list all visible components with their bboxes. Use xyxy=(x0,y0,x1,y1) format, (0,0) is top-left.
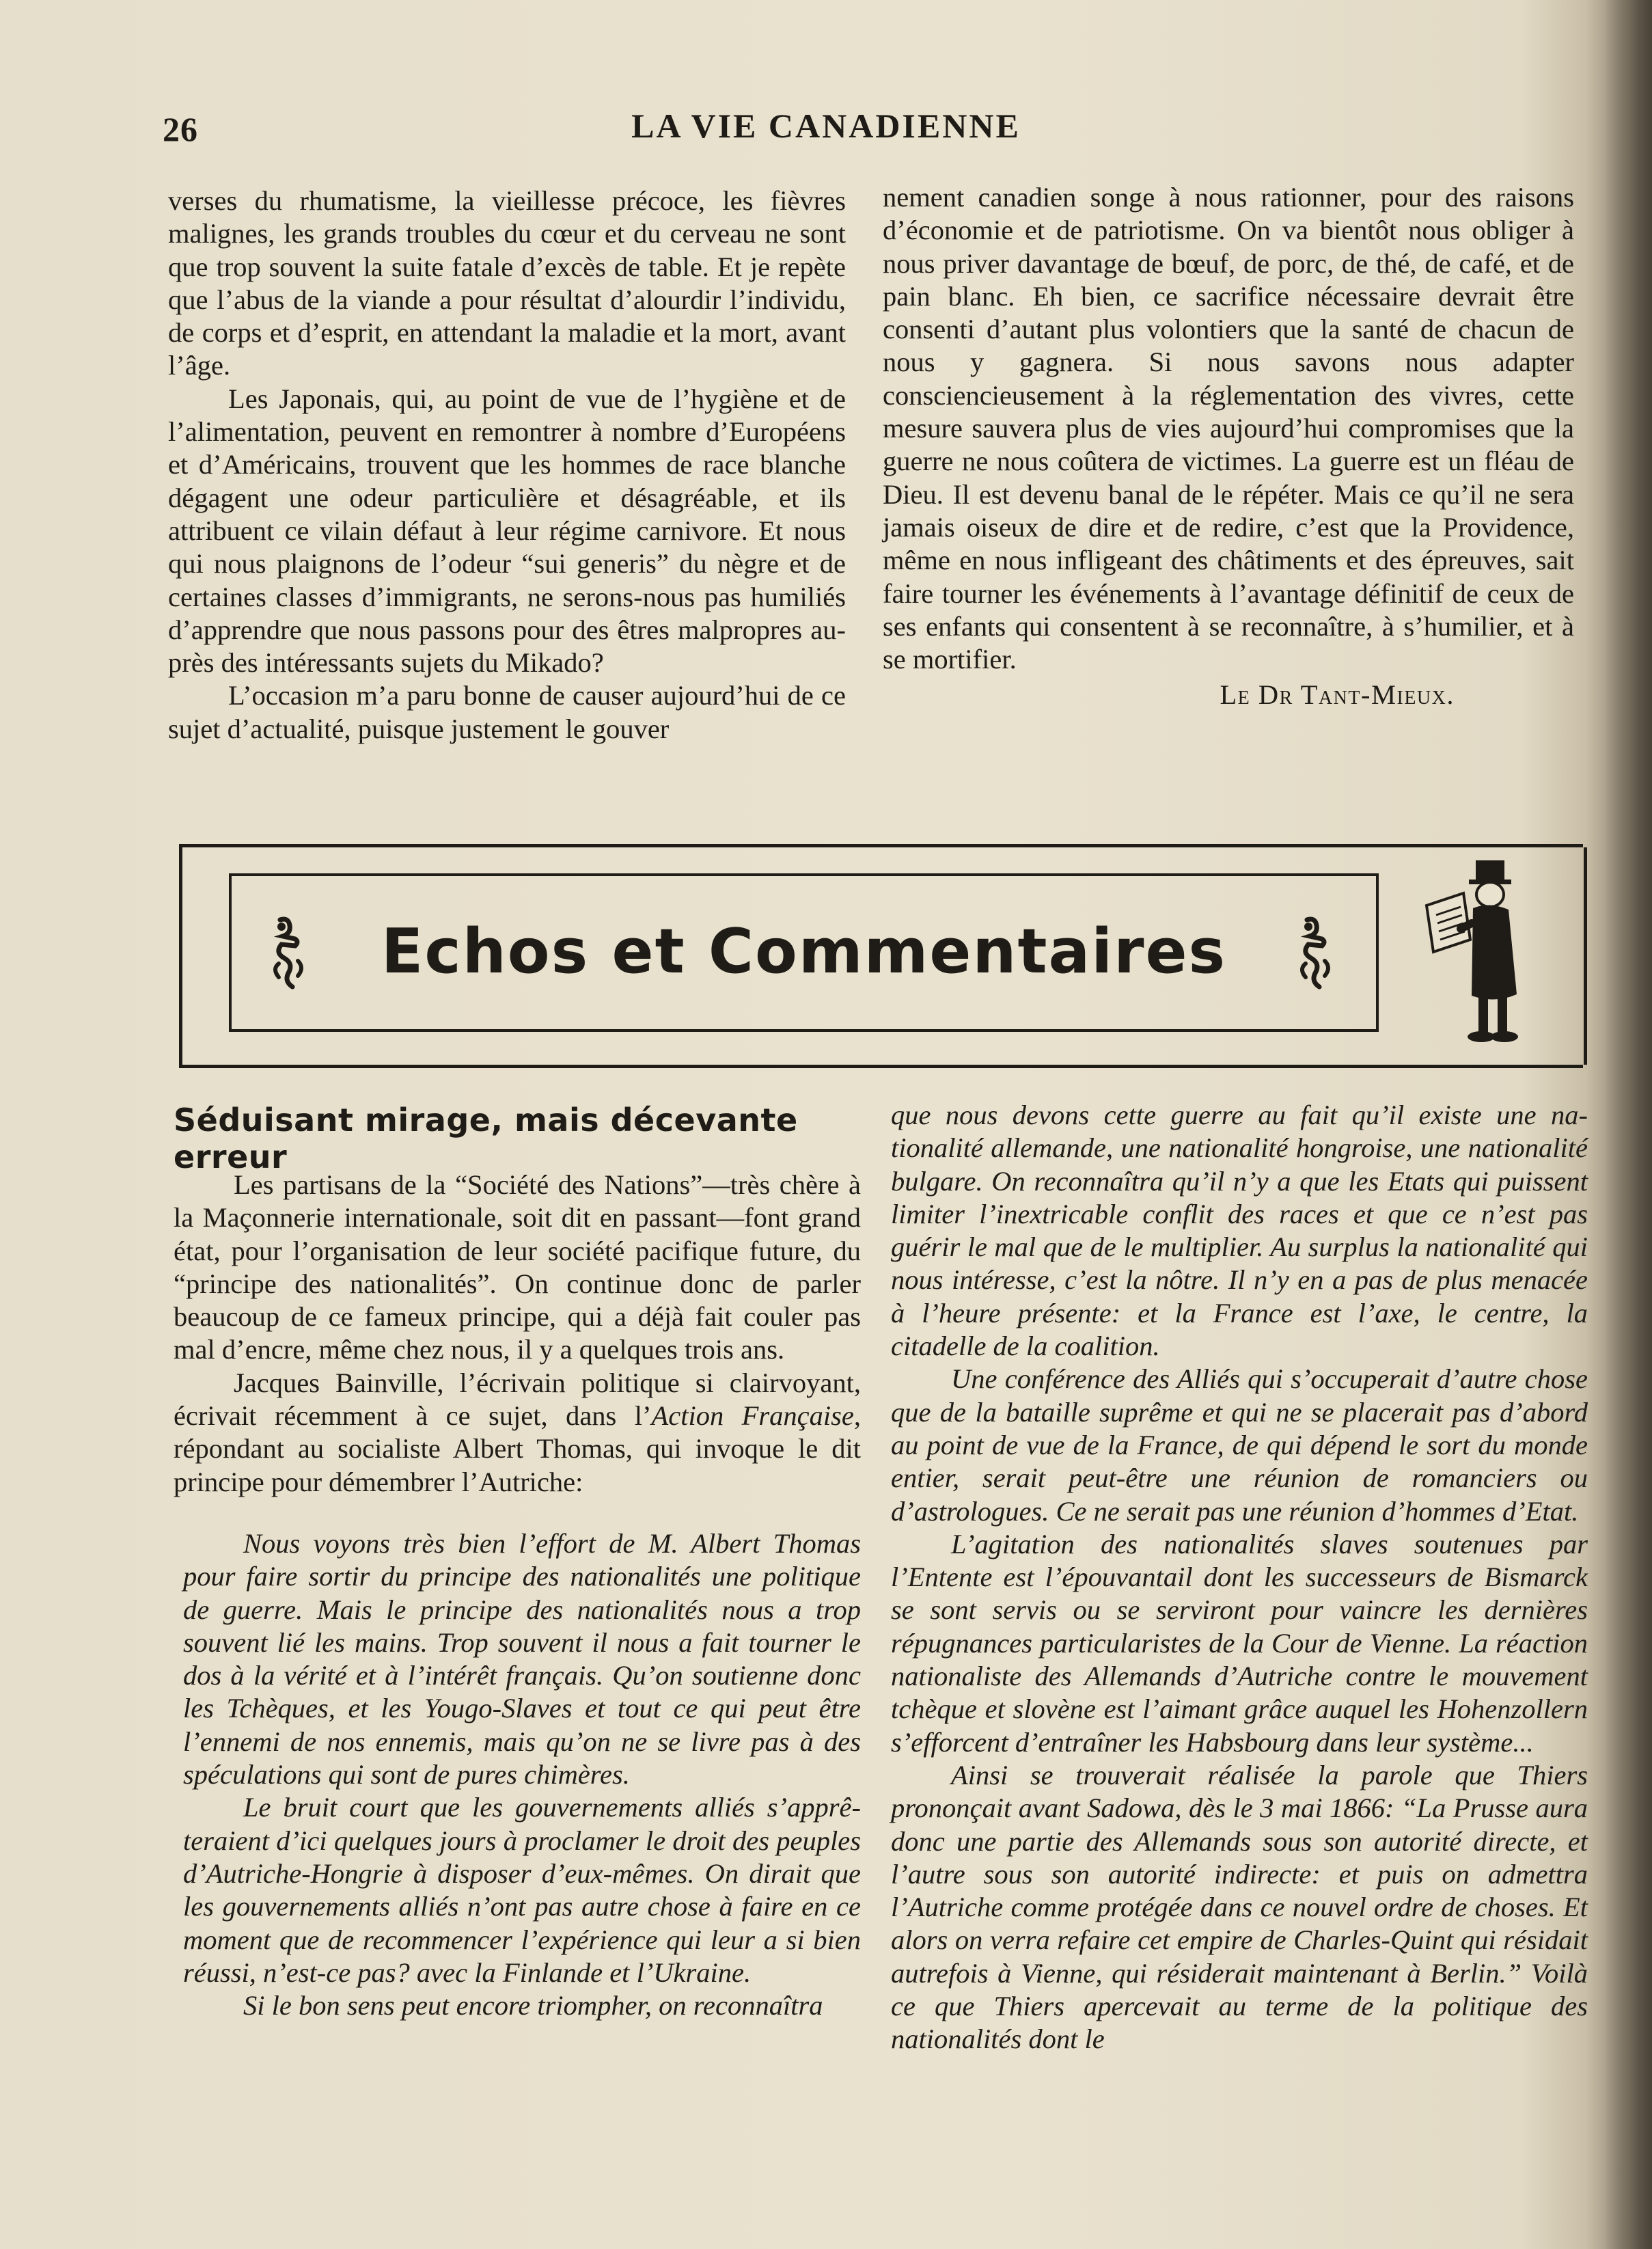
author-signature: Le Dr Tant-Mieux. xyxy=(1220,679,1455,711)
article1-left-column xyxy=(168,185,846,746)
paragraph-text: , répondant au socialiste Albert Thomas, qui invoque le dit principe pour démembrer l’Autriche: xyxy=(174,1400,862,1497)
paragraph: nement canadien songe à nous rationner, pour des raisons d’économie et de patriotisme. On va bientôt nous obliger à nous priver davantage de bœuf, de porc, de thé, de café, et de pain blanc. Eh bien, ce sacrifice nécessaire devrait être consenti d’autant plus volontiers que la santé de chacun de nous y gagnera. Si nous savons nous adapter consciencieusement à la réglementation des vivres, cette mesure sauvera plus de vies aujourd’hui compromises que la guerre ne nous coûtera de victimes. La guerre est un fléau de Dieu. Il est devenu banal de le répéter. Mais ce qu’il ne sera jamais oiseux de dire et de redire, c’est que la Providence, même en nous infligeant des châtiments et des épreuves, sait faire tourner les événements à l’avantage définitif de ceux de ses enfants qui consentent à se reconnaître, à s’humilier, et à se mortifier. xyxy=(883,182,1574,675)
paragraph: Les partisans de la “Société des Nations”—très chère à la Maçonnerie internationale, soit dit en passant—font grand état, pour l’organisation de leur société pacifique future, du “principe des nationalités”. On continue donc de parler beaucoup de ce fameux principe, qui a déjà fait couler pas mal d’encre, même chez nous, il y a quelques trois ans. xyxy=(174,1169,861,1365)
running-title: LA VIE CANADIENNE xyxy=(631,107,1021,145)
newspaper-reader-illustration xyxy=(1413,858,1550,1049)
article2-right-column xyxy=(891,1099,1588,2056)
page-edge-shadow xyxy=(1604,0,1652,2249)
article1-right-column xyxy=(883,181,1574,712)
quote-paragraph: L’agitation des nationalités slaves soutenues par l’Entente est l’épouvantail dont les successeurs de Bismarck se sont servis ou se serviront pour vaincre les dernières répugnances particularistes de la Cour de Vienne. La réaction nationaliste des Allemands d’Autriche contre le mouvement tchèque et slovène est l’aimant grâce auquel les Hohenzollern s’efforcent d’entraîner les Habsbourg dans leur système... xyxy=(891,1528,1588,1758)
paragraph: L’occasion m’a paru bonne de causer aujourd’hui de ce sujet d’actualité, puisque justement le gouver xyxy=(168,680,846,744)
spacer xyxy=(174,1499,861,1527)
quote-paragraph: Une conférence des Alliés qui s’occuperait d’autre chose que de la bataille suprême et qui ne se placerait pas d’abord au point de vue de la France, de qui dépend le sort du monde entier, serait peut-être une réunion de romanciers ou d’astrologues. Ce ne serait pas une réunion d’hommes d’Etat. xyxy=(891,1363,1588,1527)
page-number: 26 xyxy=(163,110,198,148)
paragraph: verses du rhumatisme, la vieillesse précoce, les fièvres malignes, les grands troubles du cœur et du cerveau ne sont que trop souvent la suite fatale d’excès de table. Et je repète que l’abus de la viande a pour résultat d’alourdir l’individu, de corps et d’esprit, en attendant la maladie et la mort, avant l’âge. xyxy=(168,185,846,381)
journal-title: Action Française xyxy=(651,1400,854,1432)
quote-paragraph: Ainsi se trouverait réalisée la parole que Thiers prononçait avant Sadowa, dès le 3 mai 1866: “La Prusse aura donc une partie des Allemands sous son autorité directe, et l’autre sous son autorité indirecte: et puis on admettra l’Autriche comme protégée dans ce nouvel ordre de choses. Et alors on verra refaire cet empire de Charles-Quint qui résidait autrefois à Vienne, qui résiderait maintenant à Berlin.” Voilà ce que Thiers apercevait au terme de la politique des nationalités dont le xyxy=(891,1759,1588,2055)
fleuron-ornament-icon xyxy=(268,916,309,991)
paragraph xyxy=(174,1367,861,1499)
paragraph: Les Japonais, qui, au point de vue de l’hygiène et de l’alimentation, peuvent en remontrer à nombre d’Européens et d’Américains, trouvent que les hommes de race blanche dégagent une odeur particulière et désagréable, et ils attribuent ce vilain défaut à leur régime carnivore. Et nous qui nous plaignons de l’odeur “sui generis” du nègre et de certaines classes d’immigrants, ne serons-nous pas humiliés d’apprendre que nous passons pour des êtres malpropres auprès des intéressants sujets du Mikado? xyxy=(168,383,846,679)
quote-paragraph: Si le bon sens peut encore triompher, on reconnaîtra xyxy=(243,1990,823,2021)
quote-paragraph: Nous voyons très bien l’effort de M. Albert Thomas pour faire sortir du principe des nationalités une politique de guerre. Mais le principe des nationalités nous a trop souvent lié les mains. Trop souvent il nous a fait tourner le dos à la vérité et à l’intérêt français. Qu’on soutienne donc les Tchèques, et les Yougo-Slaves et tout ce qui peut être l’ennemi de nos ennemis, mais qu’on ne se livre pas à des spéculations qui sont de pures chimères. xyxy=(183,1527,861,1790)
fleuron-ornament-icon xyxy=(1295,916,1336,991)
quote-paragraph: Le bruit court que les gouvernements alliés s’apprêteraient d’ici quelques jours à proclamer le droit des peuples d’Autriche-Hongrie à disposer d’eux-mêmes. On dirait que les gouvernements alliés n’ont pas autre chose à faire en ce moment que de recommencer l’expérience qui leur a si bien réussi, n’est-ce pas? avec la Finlande et l’Ukraine. xyxy=(183,1792,861,1988)
section-title: Echos et Commentaires xyxy=(381,916,1227,987)
paragraph-text: Jacques Bainville, l’écrivain politique si clairvoyant, écrivait récemment à ce sujet, dans l’ xyxy=(174,1367,861,1432)
quote-paragraph: que nous devons cette guerre au fait qu’il existe une nationalité allemande, une nationalité hongroise, une nationalité bulgare. On reconnaîtra qu’il n’y a que les Etats qui puissent limiter l’inextricable conflit des races et que ce n’est pas guérir le mal que de le multiplier. Au surplus la nationalité qui nous intéresse, c’est la nôtre. Il n’y en a pas de plus menacée à l’heure présente: et la France est l’axe, le centre, la citadelle de la coalition. xyxy=(891,1100,1588,1362)
article-headline: Séduisant mirage, mais décevante erreur xyxy=(174,1102,798,1175)
article2-left-column xyxy=(174,1169,861,2022)
